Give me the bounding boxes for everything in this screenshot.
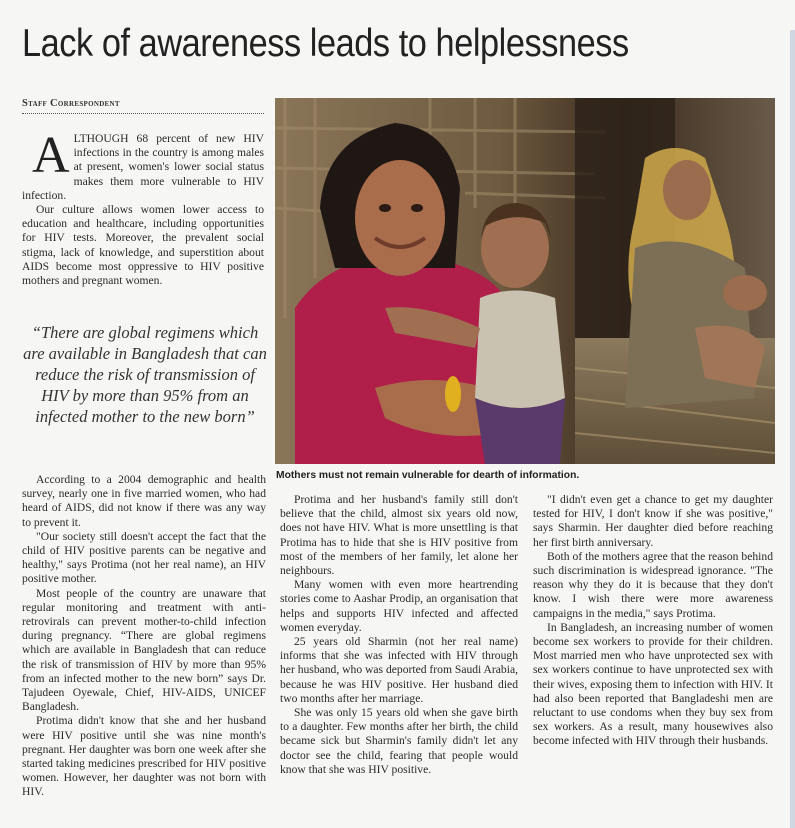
byline: Staff Correspondent [22, 98, 264, 114]
photo-illustration [275, 98, 775, 464]
c1-paragraph-2: "Our society still doesn't accept the fact that the child of HIV positive parents can be negative and healthy," says Protima (not her real name), an HIV positive mother. [22, 529, 266, 586]
body-column-1 [22, 473, 266, 800]
c2-paragraph-2: Many women with even more heartrending stories come to Aashar Prodip, an organisation that helps and supports HIV infected and affected women everyday. [280, 578, 518, 634]
body-column-2 [280, 493, 518, 777]
body-column-3 [533, 493, 773, 749]
c2-paragraph-1: Protima and her husband's family still don't believe that the child, almost six years old now, does not have HIV. What is more unsettling is that Protima has to hide that she is HIV positive from most of the members of her family, let alone her neighbours. [280, 493, 518, 578]
c3-paragraph-3: In Bangladesh, an increasing number of women become sex workers to provide for their children. Most married men who have unprotected sex with sex workers continue to have unprotected sex with their wives, exposing them to infection with HIV. It had also been reported that Bangladeshi men are reluctant to use condoms when they buy sex from sex workers. As a result, many housewives also become infected with HIV through their husbands. [533, 620, 773, 748]
page-edge [790, 30, 795, 828]
c2-paragraph-3: 25 years old Sharmin (not her real name) informs that she was infected with HIV through her husband, who was deported from Saudi Arabia, because he was HIV positive. Her husband died two months after her marriage. [280, 635, 518, 705]
headline: Lack of awareness leads to helplessness [22, 22, 629, 65]
c1-paragraph-3: Most people of the country are unaware that regular monitoring and treatment with anti-retrovirals can prevent mother-to-child infection during pregnancy. “There are global regimens which are available in Bangladesh that can reduce the risk of transmission of HIV by more than 95% from an infected mother to the new born” says Dr. Tajudeen Oyewale, Chief, HIV-AIDS, UNICEF Bangladesh. [22, 586, 266, 714]
intro-text-1: LTHOUGH 68 percent of new HIV infections in the country is among males at present, women's lower social status makes them more vulnerable to HIV infection. [22, 132, 264, 202]
c2-paragraph-4: She was only 15 years old when she gave birth to a daughter. Few months after her birth, the child became sick but Sharmin's family didn't let any doctor see the child, fearing that people would know that she was HIV positive. [280, 706, 518, 776]
photo-caption: Mothers must not remain vulnerable for dearth of information. [276, 470, 580, 481]
article-photo [275, 98, 775, 464]
c3-paragraph-1: "I didn't even get a chance to get my daughter tested for HIV, I don't know if she was positive," says Sharmin. Her daughter died before reaching her first birth anniversary. [533, 493, 773, 549]
drop-cap: A [32, 127, 70, 184]
intro-paragraph-1 [22, 127, 264, 203]
intro-paragraph-2: Our culture allows women lower access to education and healthcare, including opportunities for HIV tests. Moreover, the prevalent social stigma, lack of knowledge, and superstition about AIDS become most oppressive to HIV positive mothers and pregnant women. [22, 203, 264, 288]
pull-quote: “There are global regimens which are available in Bangladesh that can reduce the risk of transmission of HIV by more than 95% from an infected mother to the new born” [23, 323, 267, 426]
intro-column [22, 127, 264, 288]
c1-paragraph-1: According to a 2004 demographic and health survey, nearly one in five married women, who had heard of AIDS, did not know if there was any way to prevent it. [22, 473, 266, 529]
c3-paragraph-2: Both of the mothers agree that the reason behind such discrimination is widespread ignorance. "The reason why they do it is because that they don't know. I wish there were more awareness campaigns in the media," says Protima. [533, 549, 773, 620]
c1-paragraph-4: Protima didn't know that she and her husband were HIV positive until she was nine month's pregnant. Her daughter was born one week after she started taking medicines prescribed for HIV positive women. However, her daughter was not born with HIV. [22, 714, 266, 799]
